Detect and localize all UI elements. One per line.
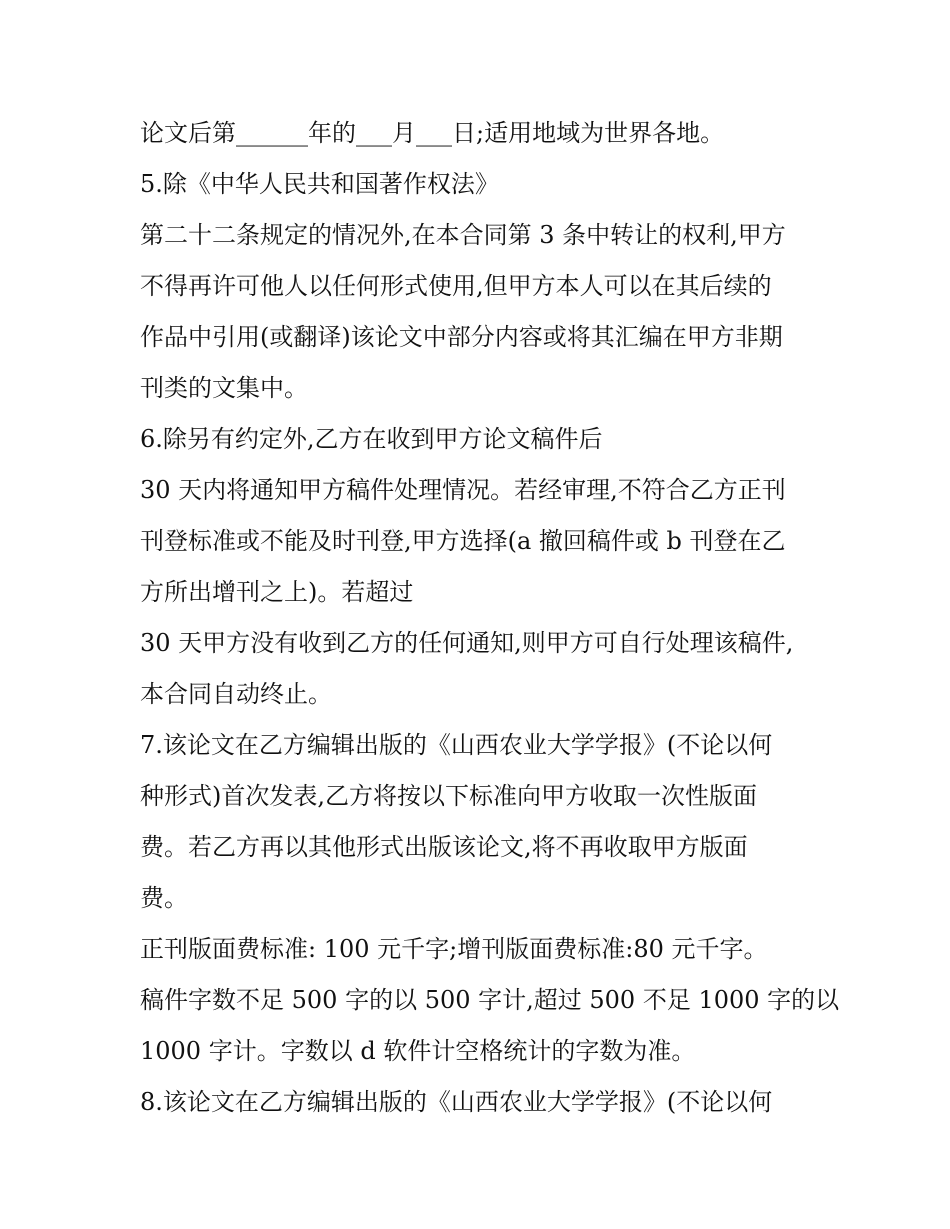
text-line: 30 天内将通知甲方稿件处理情况。若经审理,不符合乙方正刊 <box>140 476 786 504</box>
text-line: 种形式)首次发表,乙方将按以下标准向甲方收取一次性版面 <box>140 782 757 810</box>
text-line: 8.该论文在乙方编辑出版的《山西农业大学学报》(不论以何 <box>140 1088 773 1116</box>
text-line: 论文后第______年的___月___日;适用地域为世界各地。 <box>140 119 725 147</box>
text-line: 7.该论文在乙方编辑出版的《山西农业大学学报》(不论以何 <box>140 731 773 759</box>
text-line: 刊类的文集中。 <box>140 374 308 402</box>
text-line: 本合同自动终止。 <box>140 680 332 708</box>
text-line: 稿件字数不足 500 字的以 500 字计,超过 500 不足 1000 字的以 <box>140 986 840 1014</box>
text-line: 不得再许可他人以任何形式使用,但甲方本人可以在其后续的 <box>140 272 772 300</box>
text-line: 刊登标准或不能及时刊登,甲方选择(a 撤回稿件或 b 刊登在乙 <box>140 527 786 555</box>
text-line: 方所出增刊之上)。若超过 <box>140 578 414 606</box>
text-line: 费。 <box>140 884 188 912</box>
text-line: 30 天甲方没有收到乙方的任何通知,则甲方可自行处理该稿件, <box>140 629 794 657</box>
text-line: 作品中引用(或翻译)该论文中部分内容或将其汇编在甲方非期 <box>140 323 783 351</box>
text-line: 正刊版面费标准: 100 元千字;增刊版面费标准:80 元千字。 <box>140 935 768 963</box>
text-line: 费。若乙方再以其他形式出版该论文,将不再收取甲方版面 <box>140 833 748 861</box>
text-line: 1000 字计。字数以 d 软件计空格统计的字数为准。 <box>140 1037 696 1065</box>
text-line: 6.除另有约定外,乙方在收到甲方论文稿件后 <box>140 425 603 453</box>
text-line: 5.除《中华人民共和国著作权法》 <box>140 170 499 198</box>
text-line: 第二十二条规定的情况外,在本合同第 3 条中转让的权利,甲方 <box>140 221 786 249</box>
document-body <box>140 108 840 1128</box>
